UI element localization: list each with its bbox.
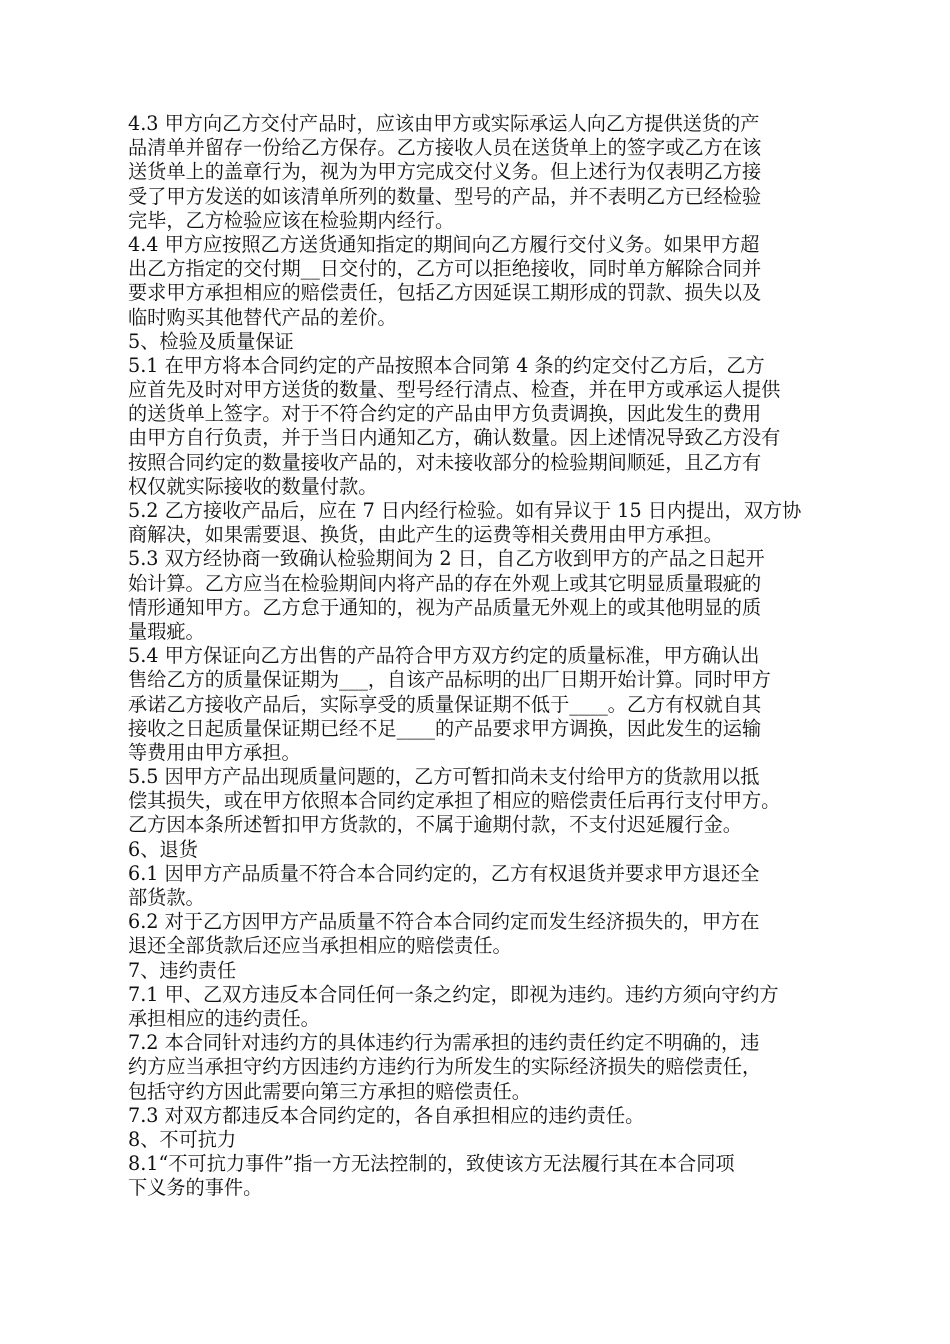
text-line: 售给乙方的质量保证期为___，自该产品标明的出厂日期开始计算。同时甲方 <box>128 668 771 692</box>
text-line: 6.1 因甲方产品质量不符合本合同约定的，乙方有权退货并要求甲方退还全 <box>128 861 760 885</box>
text-line: 包括守约方因此需要向第三方承担的赔偿责任。 <box>128 1079 531 1103</box>
text-line: 按照合同约定的数量接收产品的，对未接收部分的检验期间顺延，且乙方有 <box>128 450 762 474</box>
text-line: 7.3 对双方都违反本合同约定的，各自承担相应的违约责任。 <box>128 1103 645 1127</box>
text-line: 7、违约责任 <box>128 958 237 982</box>
text-line: 偿其损失，或在甲方依照本合同约定承担了相应的赔偿责任后再行支付甲方。 <box>128 789 781 813</box>
text-line: 约方应当承担守约方因违约方违约行为所发生的实际经济损失的赔偿责任， <box>128 1055 762 1079</box>
text-line: 等费用由甲方承担。 <box>128 740 301 764</box>
text-line: 4.3 甲方向乙方交付产品时，应该由甲方或实际承运人向乙方提供送货的产 <box>128 112 760 135</box>
text-line: 5.1 在甲方将本合同约定的产品按照本合同第 4 条的约定交付乙方后，乙方 <box>128 353 765 377</box>
text-line: 7.1 甲、乙双方违反本合同任何一条之约定，即视为违约。违约方须向守约方 <box>128 982 779 1006</box>
text-line: 受了甲方发送的如该清单所列的数量、型号的产品，并不表明乙方已经检验 <box>128 184 762 208</box>
text-line: 应首先及时对甲方送货的数量、型号经行清点、检查，并在甲方或承运人提供 <box>128 378 781 402</box>
text-line: 送货单上的盖章行为，视为为甲方完成交付义务。但上述行为仅表明乙方接 <box>128 160 762 184</box>
text-line: 完毕，乙方检验应该在检验期内经行。 <box>128 208 455 232</box>
text-line: 8.1“不可抗力事件”指一方无法控制的，致使该方无法履行其在本合同项 <box>128 1152 735 1176</box>
text-line: 品清单并留存一份给乙方保存。乙方接收人员在送货单上的签字或乙方在该 <box>128 136 762 160</box>
text-line: 4.4 甲方应按照乙方送货通知指定的期间向乙方履行交付义务。如果甲方超 <box>128 232 760 256</box>
text-line: 部货款。 <box>128 886 205 909</box>
text-line: 5.3 双方经协商一致确认检验期间为 2 日，自乙方收到甲方的产品之日起开 <box>128 547 765 571</box>
text-line: 乙方因本条所述暂扣甲方货款的，不属于逾期付款，不支付迟延履行金。 <box>128 813 742 837</box>
text-line: 接收之日起质量保证期已经不足____的产品要求甲方调换，因此发生的运输 <box>128 716 762 740</box>
text-line: 7.2 本合同针对违约方的具体违约行为需承担的违约责任约定不明确的，违 <box>128 1031 760 1055</box>
text-line: 量瑕疵。 <box>128 619 205 643</box>
text-line: 始计算。乙方应当在检验期间内将产品的存在外观上或其它明显质量瑕疵的 <box>128 571 762 595</box>
text-line: 承担相应的违约责任。 <box>128 1006 320 1030</box>
text-line: 权仅就实际接收的数量付款。 <box>128 474 378 498</box>
text-line: 承诺乙方接收产品后，实际享受的质量保证期不低于____。乙方有权就自其 <box>128 692 762 716</box>
text-line: 的送货单上签字。对于不符合约定的产品由甲方负责调换，因此发生的费用 <box>128 402 762 426</box>
text-line: 由甲方自行负责，并于当日内通知乙方，确认数量。因上述情况导致乙方没有 <box>128 426 781 450</box>
document-body <box>128 112 868 1200</box>
text-line: 商解决，如果需要退、换货，由此产生的运费等相关费用由甲方承担。 <box>128 523 723 547</box>
text-line: 5、检验及质量保证 <box>128 329 294 353</box>
text-line: 5.5 因甲方产品出现质量问题的，乙方可暂扣尚未支付给甲方的货款用以抵 <box>128 765 760 789</box>
text-line: 情形通知甲方。乙方怠于通知的，视为产品质量无外观上的或其他明显的质 <box>128 595 762 619</box>
text-line: 5.2 乙方接收产品后，应在 7 日内经行检验。如有异议于 15 日内提出，双方协 <box>128 499 802 522</box>
text-line: 5.4 甲方保证向乙方出售的产品符合甲方双方约定的质量标准，甲方确认出 <box>128 644 760 668</box>
text-line: 下义务的事件。 <box>128 1176 263 1200</box>
text-line: 6、退货 <box>128 837 198 861</box>
text-line: 出乙方指定的交付期__日交付的，乙方可以拒绝接收，同时单方解除合同并 <box>128 257 762 281</box>
text-line: 8、不可抗力 <box>128 1127 237 1151</box>
text-line: 退还全部货款后还应当承担相应的赔偿责任。 <box>128 934 512 958</box>
text-line: 要求甲方承担相应的赔偿责任，包括乙方因延误工期形成的罚款、损失以及 <box>128 281 762 305</box>
text-line: 6.2 对于乙方因甲方产品质量不符合本合同约定而发生经济损失的，甲方在 <box>128 910 760 934</box>
text-line: 临时购买其他替代产品的差价。 <box>128 305 397 329</box>
